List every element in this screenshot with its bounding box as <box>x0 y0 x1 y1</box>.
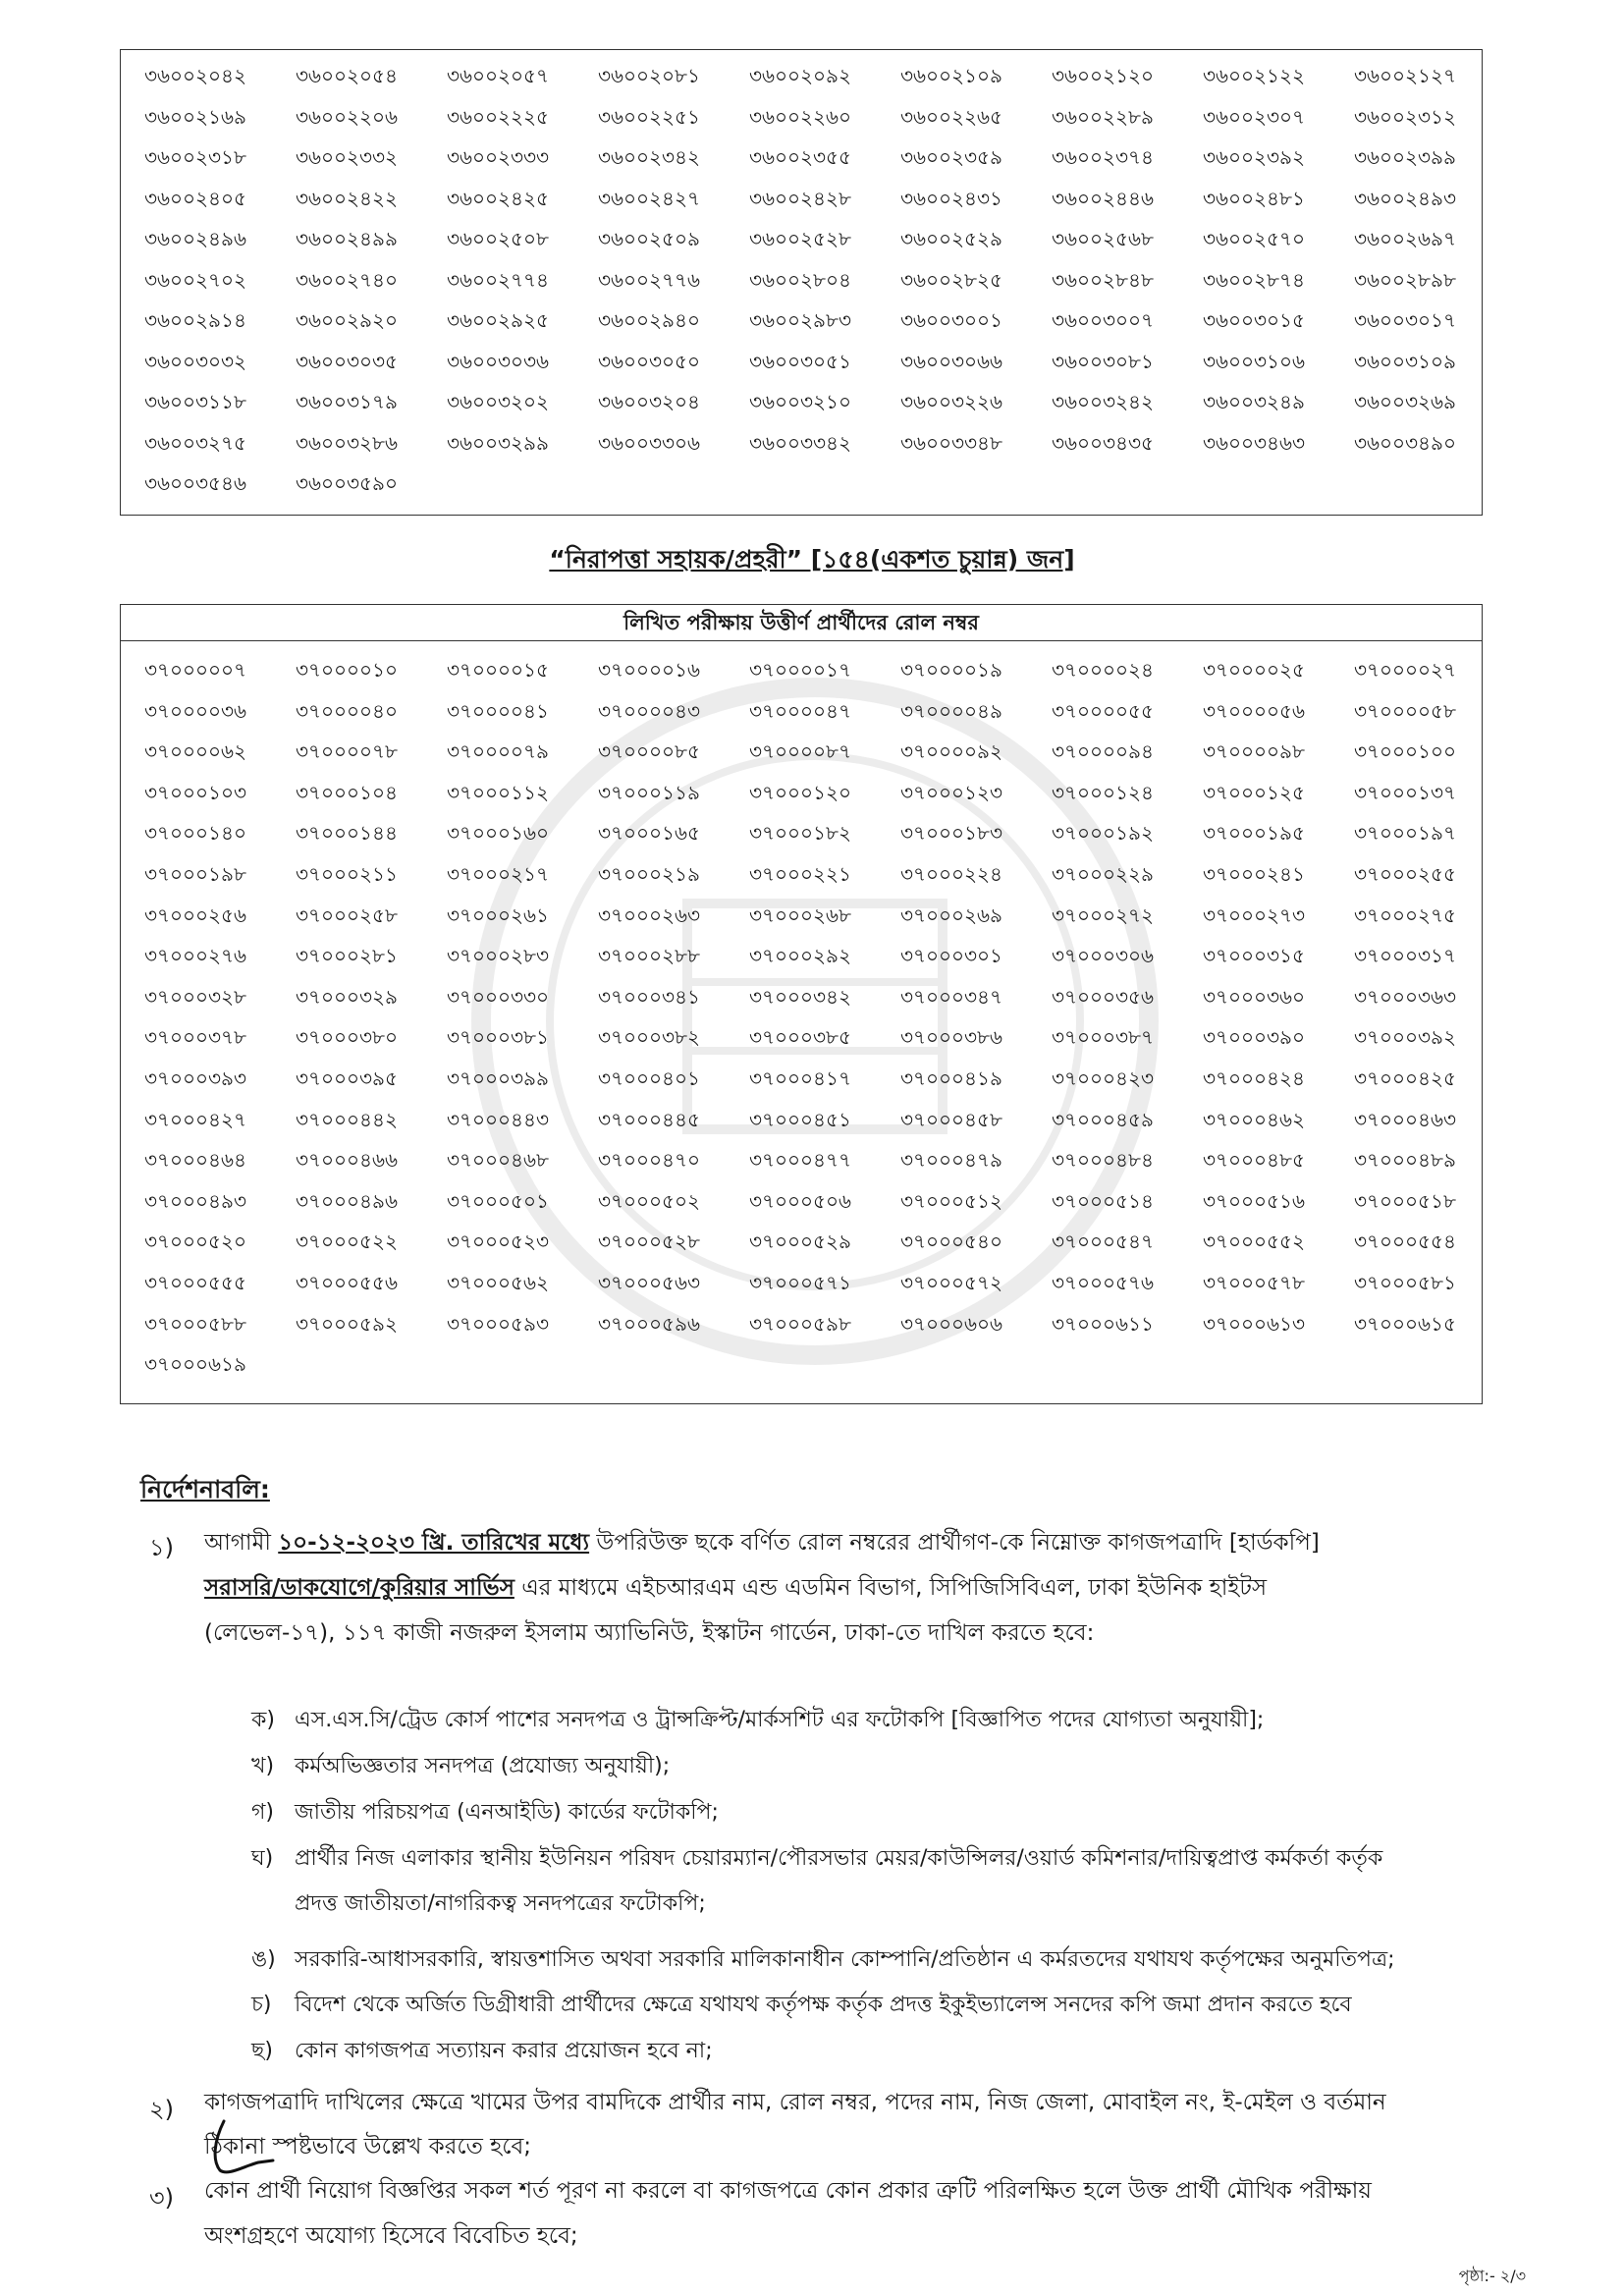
roll-number: ৩৬০০৩২৮৬ <box>296 430 399 455</box>
roll-number: ৩৭০০০৫৮৮ <box>144 1311 246 1336</box>
roll-number: ৩৬০০২৪৪৬ <box>1052 186 1154 210</box>
roll-number: ৩৬০০২৪২৮ <box>749 186 851 210</box>
roll-number: ৩৭০০০১১৯ <box>598 780 700 804</box>
roll-number: ৩৭০০০২৬১ <box>447 902 550 927</box>
roll-number: ৩৭০০০০৫৬ <box>1203 698 1306 723</box>
roll-number: ৩৭০০০৪৪৫ <box>598 1107 700 1131</box>
roll-number: ৩৬০০২২৮৯ <box>1052 104 1154 129</box>
sub-item-ga: জাতীয় পরিচয়পত্র (এনআইডি) কার্ডের ফটোকপি; <box>295 1800 719 1825</box>
roll-number: ৩৬০০৩০০১ <box>900 308 1003 332</box>
roll-number: ৩৭০০০০১৭ <box>749 658 852 682</box>
roll-number: ৩৭০০০১০৪ <box>296 780 398 804</box>
roll-number: ৩৭০০০৩৮৭ <box>1052 1025 1155 1050</box>
roll-number: ৩৭০০০১৬০ <box>447 821 550 846</box>
roll-number: ৩৭০০০২২১ <box>749 861 852 886</box>
roll-number: ৩৭০০০৩১৭ <box>1354 944 1457 968</box>
roll-number: ৩৬০০২৪২২ <box>296 186 399 210</box>
sub-item-gha-line-1: প্রার্থীর নিজ এলাকার স্থানীয় ইউনিয়ন পরিষদ চেয়ারম্যান/পৌরসভার মেয়র/কাউন্সিলর/ওয়ার্ড কমিশনার/দায়িত্বপ্রাপ্ত কর্মকর্তা কর্তৃক <box>295 1846 1383 1871</box>
roll-number: ৩৬০০২৮০৪ <box>749 267 851 292</box>
sub-item-ka: এস.এস.সি/ট্রেড কোর্স পাশের সনদপত্র ও ট্রান্সক্রিপ্ট/মার্কসশিট এর ফটোকপি [বিজ্ঞাপিত পদের যোগ্যতা অনুযায়ী]; <box>295 1708 1265 1732</box>
roll-number: ৩৬০০২২০৬ <box>296 104 399 129</box>
roll-number: ৩৭০০০৩৮০ <box>296 1025 399 1050</box>
roll-number: ৩৭০০০১২৪ <box>1052 780 1154 804</box>
roll-number: ৩৭০০০১৮৩ <box>900 821 1002 846</box>
roll-number: ৩৬০০২৪৩১ <box>900 186 1002 210</box>
roll-number: ৩৭০০০৬১১ <box>1052 1311 1154 1336</box>
roll-number: ৩৬০০২৩৭৪ <box>1052 145 1155 169</box>
roll-number: ৩৬০০৩০৮১ <box>1052 349 1154 373</box>
roll-number: ৩৭০০০৫১৮ <box>1354 1188 1456 1213</box>
roll-number: ৩৭০০০৬১৯ <box>144 1352 246 1377</box>
roll-number: ৩৭০০০৪১৯ <box>900 1066 1002 1090</box>
roll-number: ৩৭০০০৫৭২ <box>900 1270 1003 1294</box>
roll-number: ৩৬০০২০৮১ <box>598 64 700 87</box>
sub-label-ka: ক) <box>251 1708 275 1732</box>
roll-number: ৩৬০০২৪৮১ <box>1203 186 1305 210</box>
roll-number: ৩৬০০২৫০৮ <box>447 227 549 250</box>
roll-number: ৩৭০০০৪৬৩ <box>1354 1107 1457 1131</box>
roll-number: ৩৭০০০০৭৮ <box>296 739 399 764</box>
roll-number: ৩৭০০০৩০৬ <box>1052 944 1155 968</box>
roll-number: ৩৭০০০১২৫ <box>1203 780 1305 804</box>
roll-number: ৩৭০০০০৪১ <box>447 698 549 723</box>
sub-item-chha: কোন কাগজপত্র সত্যায়ন করার প্রয়োজন হবে না; <box>295 2039 713 2063</box>
roll-number: ৩৭০০০১৯২ <box>1052 821 1154 846</box>
roll-number: ৩৬০০২১২৭ <box>1354 64 1457 87</box>
roll-number: ৩৭০০০৫৪০ <box>900 1230 1002 1254</box>
roll-number: ৩৭০০০০০৭ <box>144 658 247 682</box>
roll-grid-2 <box>144 650 1482 1386</box>
roll-number: ৩৬০০২৩৩৩ <box>447 145 550 169</box>
roll-number: ৩৭০০০৫১৪ <box>1052 1188 1154 1213</box>
roll-number: ৩৭০০০২৮৩ <box>447 944 550 968</box>
roll-number: ৩৬০০৩০৩৫ <box>296 349 399 373</box>
roll-number: ৩৭০০০০৪৩ <box>598 698 701 723</box>
instruction-2-line-2: ঠিকানা স্পষ্টভাবে উল্লেখ করতে হবে; <box>204 2134 532 2159</box>
roll-number: ৩৬০০২৫০৯ <box>598 227 700 250</box>
roll-number: ৩৭০০০৩৬০ <box>1203 984 1306 1009</box>
roll-number: ৩৭০০০০২৭ <box>1354 658 1457 682</box>
roll-number: ৩৬০০২৯৮৩ <box>749 308 851 332</box>
roll-number: ৩৭০০০৪৬২ <box>1203 1107 1306 1131</box>
roll-number: ৩৭০০০৩২৯ <box>296 984 399 1009</box>
roll-number: ৩৭০০০৩৮৬ <box>900 1025 1003 1050</box>
roll-number: ৩৬০০৩০১৫ <box>1203 308 1305 332</box>
roll-number: ৩৭০০০৫২৯ <box>749 1230 851 1254</box>
roll-number: ৩৭০০০০১৯ <box>900 658 1002 682</box>
roll-number: ৩৭০০০৫০২ <box>598 1188 701 1213</box>
instruction-2-number: ২) <box>149 2096 174 2123</box>
signature-initial <box>204 2111 283 2180</box>
roll-number: ৩৭০০০২২৪ <box>900 861 1003 886</box>
roll-number: ৩৬০০৩৩০৬ <box>598 430 701 455</box>
roll-number: ৩৭০০০৩৪১ <box>598 984 700 1009</box>
roll-number: ৩৭০০০২১৭ <box>447 861 550 886</box>
roll-number: ৩৭০০০২৫৮ <box>296 902 398 927</box>
section-title-security-assistant: “নিরাপত্তা সহায়ক/প্রহরী” [১৫৪(একশত চুয়ান্ন) জন] <box>549 545 1075 574</box>
roll-number: ৩৬০০৩২১০ <box>749 390 852 413</box>
roll-number: ৩৬০০৩১৭৯ <box>296 390 398 413</box>
roll-number: ৩৭০০০৪৮৫ <box>1203 1148 1305 1173</box>
roll-number: ৩৭০০০৫৭৮ <box>1203 1270 1305 1294</box>
roll-number: ৩৭০০০৫৯৩ <box>447 1311 549 1336</box>
roll-number: ৩৭০০০৩০১ <box>900 944 1003 968</box>
roll-number: ৩৬০০২৯১৪ <box>144 308 246 332</box>
roll-number: ৩৬০০৩২৬৯ <box>1354 390 1457 413</box>
roll-number: ৩৬০০২৭৭৬ <box>598 267 701 292</box>
roll-number: ৩৬০০২০৫৪ <box>296 64 398 87</box>
roll-number: ৩৬০০২৫২৯ <box>900 227 1002 250</box>
roll-table-previous-post <box>120 49 1483 516</box>
roll-number: ৩৬০০২৩১৮ <box>144 145 246 169</box>
roll-number: ৩৬০০২৫৬৮ <box>1052 227 1154 250</box>
roll-number: ৩৭০০০৫২৩ <box>447 1230 550 1254</box>
instruction-3-number: ৩) <box>149 2184 174 2212</box>
roll-number: ৩৬০০২১২০ <box>1052 64 1155 87</box>
roll-number: ৩৭০০০০১৬ <box>598 658 701 682</box>
roll-number: ৩৬০০২০৯২ <box>749 64 852 87</box>
roll-number: ৩৭০০০৪৬৮ <box>447 1148 549 1173</box>
roll-number: ৩৬০০৩২৪২ <box>1052 390 1155 413</box>
roll-number: ৩৬০০২৪০৫ <box>144 186 246 210</box>
roll-number: ৩৭০০০০৫৮ <box>1354 698 1456 723</box>
roll-number: ৩৭০০০২৭৫ <box>1354 902 1457 927</box>
roll-number: ৩৬০০২৩৪২ <box>598 145 701 169</box>
roll-number: ৩৭০০০৪২৫ <box>1354 1066 1456 1090</box>
roll-number: ৩৬০০২৫৭০ <box>1203 227 1306 250</box>
roll-number: ৩৬০০৩২৯৯ <box>447 430 549 455</box>
roll-number: ৩৬০০২২৬০ <box>749 104 852 129</box>
roll-number: ৩৬০০২৪২৫ <box>447 186 549 210</box>
roll-number: ৩৭০০০৩৯৯ <box>447 1066 549 1090</box>
instruction-3-line-1: কোন প্রার্থী নিয়োগ বিজ্ঞপ্তির সকল শর্ত পূরণ না করলে বা কাগজপত্রে কোন প্রকার ত্রুটি পরিলক্ষিত হলে উক্ত প্রার্থী মৌখিক পরীক্ষায় <box>204 2178 1372 2204</box>
roll-number: ৩৬০০২৩৯৯ <box>1354 145 1456 169</box>
roll-number: ৩৭০০০৪৭০ <box>598 1148 701 1173</box>
roll-number: ৩৭০০০০৮৭ <box>749 739 852 764</box>
sub-item-gha-line-2: প্রদত্ত জাতীয়তা/নাগরিকত্ব সনদপত্রের ফটোকপি; <box>295 1891 706 1916</box>
roll-number: ৩৭০০০১২০ <box>749 780 852 804</box>
roll-number: ৩৬০০২২৫১ <box>598 104 700 129</box>
roll-number: ৩৭০০০৫৫৫ <box>144 1270 246 1294</box>
roll-grid-1 <box>144 56 1482 505</box>
roll-number: ৩৭০০০৫৫৬ <box>296 1270 398 1294</box>
roll-number: ৩৭০০০৫৯৬ <box>598 1311 700 1336</box>
page-number: পৃষ্ঠা:- ২/৩ <box>1458 2267 1526 2285</box>
roll-number: ৩৭০০০৬১৫ <box>1354 1311 1456 1336</box>
roll-number: ৩৭০০০৫৭৬ <box>1052 1270 1155 1294</box>
roll-number: ৩৬০০২৮৭৪ <box>1203 267 1305 292</box>
instructions-title: নির্দেশনাবলি: <box>140 1475 270 1503</box>
roll-number: ৩৬০০৩০৩২ <box>144 349 247 373</box>
roll-number: ৩৭০০০৩৬৩ <box>1354 984 1457 1009</box>
roll-number: ৩৬০০২৯৪০ <box>598 308 700 332</box>
roll-number: ৩৭০০০৫২০ <box>144 1230 247 1254</box>
sub-label-ga: গ) <box>251 1800 275 1825</box>
roll-number: ৩৭০০০০৮৫ <box>598 739 700 764</box>
roll-number: ৩৬০০২১৬৯ <box>144 104 246 129</box>
roll-number: ৩৭০০০৫০১ <box>447 1188 549 1213</box>
roll-number: ৩৬০০২৪৯৯ <box>296 227 398 250</box>
sub-label-kha: খ) <box>251 1754 275 1778</box>
roll-number: ৩৭০০০৪৭৯ <box>900 1148 1002 1173</box>
roll-number: ৩৭০০০৫০৬ <box>749 1188 852 1213</box>
roll-number: ৩৬০০২৪৯৩ <box>1354 186 1456 210</box>
instruction-3-line-2: অংশগ্রহণে অযোগ্য হিসেবে বিবেচিত হবে; <box>204 2223 578 2249</box>
roll-number: ৩৭০০০৩৩০ <box>447 984 550 1009</box>
roll-number: ৩৬০০২৮২৫ <box>900 267 1002 292</box>
roll-number: ৩৭০০০৫৮১ <box>1354 1270 1456 1294</box>
roll-number: ৩৭০০০৩৫৬ <box>1052 984 1155 1009</box>
roll-number: ৩৭০০০১৯৮ <box>144 861 246 886</box>
roll-number: ৩৬০০২৩৯২ <box>1203 145 1306 169</box>
roll-number: ৩৭০০০১১২ <box>447 780 549 804</box>
roll-number: ৩৭০০০৪৮৪ <box>1052 1148 1154 1173</box>
roll-number: ৩৬০০২৩০৭ <box>1203 104 1306 129</box>
roll-number: ৩৭০০০১৩৭ <box>1354 780 1457 804</box>
roll-number: ৩৬০০২২৬৫ <box>900 104 1003 129</box>
roll-number: ৩৭০০০৩৮২ <box>598 1025 701 1050</box>
roll-number: ৩৭০০০৩৯০ <box>1203 1025 1306 1050</box>
roll-number: ৩৭০০০৫৫২ <box>1203 1230 1305 1254</box>
roll-number: ৩৬০০২৫২৮ <box>749 227 851 250</box>
roll-number: ৩৭০০০৩১৫ <box>1203 944 1305 968</box>
roll-number: ৩৬০০২৯২০ <box>296 308 399 332</box>
roll-number: ৩৭০০০৫২৮ <box>598 1230 700 1254</box>
roll-number: ৩৭০০০০৬২ <box>144 739 247 764</box>
roll-number: ৩৭০০০৩৮৫ <box>749 1025 851 1050</box>
roll-number: ৩৬০০২৩৩২ <box>296 145 399 169</box>
roll-number: ৩৭০০০০৫৫ <box>1052 698 1154 723</box>
sub-label-gha: ঘ) <box>251 1846 274 1871</box>
roll-number: ৩৭০০০৪২৪ <box>1203 1066 1305 1090</box>
roll-number: ৩৭০০০২৯২ <box>749 944 852 968</box>
roll-number: ৩৭০০০৩৪৭ <box>900 984 1003 1009</box>
roll-number: ৩৭০০০২৭২ <box>1052 902 1155 927</box>
roll-number: ৩৬০০২৩৫৯ <box>900 145 1002 169</box>
roll-number: ৩৬০০৩০০৭ <box>1052 308 1155 332</box>
roll-number: ৩৭০০০২৬৯ <box>900 902 1003 927</box>
roll-number: ৩৬০০২৪২৭ <box>598 186 701 210</box>
roll-number: ৩৬০০৩২৭৫ <box>144 430 247 455</box>
roll-number: ৩৭০০০৪০১ <box>598 1066 700 1090</box>
roll-number: ৩৭০০০২৬৩ <box>598 902 701 927</box>
roll-number: ৩৬০০২৯২৫ <box>447 308 549 332</box>
roll-number: ৩৭০০০২১৯ <box>598 861 700 886</box>
roll-number: ৩৭০০০৫৫৪ <box>1354 1230 1456 1254</box>
instruction-2-line-1: কাগজপত্রাদি দাখিলের ক্ষেত্রে খামের উপর বামদিকে প্রার্থীর নাম, রোল নম্বর, পদের নাম, নিজ জেলা, মোবাইল নং, ই-মেইল ও বর্তমান <box>204 2090 1386 2115</box>
roll-number: ৩৭০০০০১৫ <box>447 658 549 682</box>
roll-number: ৩৭০০০৪৬৬ <box>296 1148 399 1173</box>
roll-number: ৩৭০০০২৬৮ <box>749 902 852 927</box>
roll-number: ৩৬০০৩১১৮ <box>144 390 246 413</box>
roll-number: ৩৭০০০৪৮৯ <box>1354 1148 1456 1173</box>
roll-number: ৩৭০০০৫৭১ <box>749 1270 851 1294</box>
roll-number: ৩৭০০০০৯৪ <box>1052 739 1154 764</box>
roll-number: ৩৭০০০০১০ <box>296 658 399 682</box>
roll-number: ৩৬০০২৬৯৭ <box>1354 227 1457 250</box>
roll-number: ৩৭০০০০২৪ <box>1052 658 1155 682</box>
roll-number: ৩৭০০০২২৯ <box>1052 861 1155 886</box>
roll-number: ৩৬০০২০৪২ <box>144 64 247 87</box>
roll-number: ৩৭০০০২৭৬ <box>144 944 247 968</box>
roll-number: ৩৭০০০৬০৬ <box>900 1311 1003 1336</box>
roll-number: ৩৭০০০০৪০ <box>296 698 399 723</box>
roll-number: ৩৬০০৩০৫০ <box>598 349 701 373</box>
roll-number: ৩৭০০০৩৮১ <box>447 1025 549 1050</box>
roll-number: ৩৬০০৩৩৪৮ <box>900 430 1002 455</box>
roll-number: ৩৬০০২১২২ <box>1203 64 1306 87</box>
sub-item-kha: কর্মঅভিজ্ঞতার সনদপত্র (প্রযোজ্য অনুযায়ী); <box>295 1754 671 1778</box>
roll-number: ৩৬০০২৮৪৮ <box>1052 267 1154 292</box>
roll-number: ৩৭০০০৩৯৩ <box>144 1066 247 1090</box>
roll-number: ৩৭০০০১২৩ <box>900 780 1003 804</box>
roll-number: ৩৭০০০৫১৬ <box>1203 1188 1305 1213</box>
roll-number: ৩৭০০০৪৫১ <box>749 1107 851 1131</box>
roll-number: ৩৬০০৩০৫১ <box>749 349 851 373</box>
roll-number: ৩৬০০২২২৫ <box>447 104 550 129</box>
roll-number: ৩৭০০০৪৭৭ <box>749 1148 852 1173</box>
roll-number: ৩৭০০০৫৬৩ <box>598 1270 701 1294</box>
roll-number: ৩৭০০০০৭৯ <box>447 739 550 764</box>
roll-number: ৩৬০০২৩৫৫ <box>749 145 851 169</box>
roll-number: ৩৭০০০৩৯৫ <box>296 1066 398 1090</box>
roll-number: ৩৭০০০১৮২ <box>749 821 851 846</box>
roll-number: ৩৬০০৩০৩৬ <box>447 349 550 373</box>
roll-number: ৩৭০০০৫৯২ <box>296 1311 398 1336</box>
instruction-1-line-2: সরাসরি/ডাকযোগে/কুরিয়ার সার্ভিস এর মাধ্যমে এইচআরএম এন্ড এডমিন বিভাগ, সিপিজিসিবিএল, ঢাকা ইউনিক হাইটস <box>204 1575 1268 1601</box>
roll-number: ৩৬০০২০৫৭ <box>447 64 550 87</box>
roll-number: ৩৬০০৩৫৪৬ <box>144 471 246 495</box>
roll-number: ৩৭০০০৬১৩ <box>1203 1311 1306 1336</box>
roll-number: ৩৭০০০২৫৫ <box>1354 861 1456 886</box>
roll-number: ৩৭০০০১৪০ <box>144 821 246 846</box>
roll-number: ৩৭০০০০৯৮ <box>1203 739 1305 764</box>
roll-number: ৩৬০০২৭০২ <box>144 267 247 292</box>
roll-number: ৩৭০০০১৬৫ <box>598 821 700 846</box>
roll-number: ৩৬০০২১০৯ <box>900 64 1002 87</box>
roll-number: ৩৭০০০৩২৮ <box>144 984 247 1009</box>
roll-number: ৩৬০০২৪৯৬ <box>144 227 246 250</box>
roll-number: ৩৬০০৩৩৪২ <box>749 430 852 455</box>
roll-number: ৩৭০০০০৪৯ <box>900 698 1002 723</box>
roll-number: ৩৭০০০২৮১ <box>296 944 398 968</box>
instruction-1-number: ১) <box>149 1534 174 1561</box>
roll-number: ৩৭০০০১০৩ <box>144 780 247 804</box>
roll-number: ৩৭০০০০৪৭ <box>749 698 852 723</box>
roll-number: ৩৭০০০০৯২ <box>900 739 1003 764</box>
roll-number: ৩৬০০৩১০৬ <box>1203 349 1306 373</box>
sub-label-chha: ছ) <box>251 2039 273 2063</box>
roll-number: ৩৭০০০২১১ <box>296 861 398 886</box>
instruction-1-line-3: (লেভেল-১৭), ১১৭ কাজী নজরুল ইসলাম অ্যাভিনিউ, ইস্কাটন গার্ডেন, ঢাকা-তে দাখিল করতে হবে: <box>204 1620 1095 1646</box>
roll-number: ৩৭০০০২৫৬ <box>144 902 247 927</box>
roll-number: ৩৭০০০৫২২ <box>296 1230 399 1254</box>
roll-number: ৩৭০০০৫১২ <box>900 1188 1002 1213</box>
roll-number: ৩৭০০০৪৫৮ <box>900 1107 1002 1131</box>
roll-number: ৩৭০০০৪২৭ <box>144 1107 247 1131</box>
roll-number: ৩৬০০৩০৬৬ <box>900 349 1003 373</box>
roll-number: ৩৭০০০৪৯৬ <box>296 1188 398 1213</box>
roll-number: ৩৭০০০২৭৩ <box>1203 902 1306 927</box>
roll-number: ৩৭০০০৫৬২ <box>447 1270 550 1294</box>
roll-number: ৩৭০০০৪৪৩ <box>447 1107 549 1131</box>
roll-number: ৩৬০০২৩১২ <box>1354 104 1457 129</box>
roll-number: ৩৬০০২৭৭৪ <box>447 267 550 292</box>
roll-number: ৩৭০০০১৯৭ <box>1354 821 1456 846</box>
roll-number: ৩৭০০০৫৯৮ <box>749 1311 851 1336</box>
roll-number: ৩৭০০০০২৫ <box>1203 658 1306 682</box>
roll-number: ৩৭০০০১৯৫ <box>1203 821 1305 846</box>
roll-number: ৩৬০০৩৫৯০ <box>296 471 398 495</box>
roll-number: ৩৬০০৩৪৩৫ <box>1052 430 1154 455</box>
roll-number: ৩৭০০০১০০ <box>1354 739 1457 764</box>
roll-number: ৩৭০০০৪৪২ <box>296 1107 398 1131</box>
roll-number: ৩৬০০৩৪৬৩ <box>1203 430 1306 455</box>
roll-number: ৩৬০০৩২৪৯ <box>1203 390 1305 413</box>
roll-number: ৩৭০০০৪৯৩ <box>144 1188 246 1213</box>
roll-number: ৩৬০০২৮৯৮ <box>1354 267 1456 292</box>
roll-number: ৩৭০০০৩৪২ <box>749 984 852 1009</box>
roll-number: ৩৬০০৩৪৯০ <box>1354 430 1456 455</box>
roll-number: ৩৭০০০৪১৭ <box>749 1066 851 1090</box>
roll-table-header: লিখিত পরীক্ষায় উত্তীর্ণ প্রার্থীদের রোল নম্বর <box>121 605 1482 641</box>
roll-number: ৩৭০০০৩৯২ <box>1354 1025 1457 1050</box>
sub-item-uma: সরকারি-আধাসরকারি, স্বায়ত্তশাসিত অথবা সরকারি মালিকানাধীন কোম্পানি/প্রতিষ্ঠান এ কর্মরতদের যথাযথ কর্তৃপক্ষের অনুমতিপত্র; <box>295 1947 1395 1972</box>
sub-item-cha: বিদেশ থেকে অর্জিত ডিগ্রীধারী প্রার্থীদের ক্ষেত্রে যথাযথ কর্তৃপক্ষ কর্তৃক প্রদত্ত ইকুইভ্যালেন্স সনদের কপি জমা প্রদান করতে হবে <box>295 1993 1352 2017</box>
roll-number: ৩৭০০০৩৭৮ <box>144 1025 247 1050</box>
roll-number: ৩৭০০০০৩৬ <box>144 698 247 723</box>
roll-number: ৩৬০০৩২০২ <box>447 390 550 413</box>
roll-number: ৩৬০০৩২০৪ <box>598 390 701 413</box>
roll-number: ৩৭০০০৪৫৯ <box>1052 1107 1154 1131</box>
sub-label-cha: চ) <box>251 1993 272 2017</box>
roll-number: ৩৬০০৩১০৯ <box>1354 349 1456 373</box>
roll-number: ৩৭০০০২৮৮ <box>598 944 700 968</box>
roll-number: ৩৬০০২৭৪০ <box>296 267 399 292</box>
sub-label-uma: ঙ) <box>251 1947 276 1972</box>
instruction-1-line-1: আগামী ১০-১২-২০২৩ খ্রি. তারিখের মধ্যে উপরিউক্ত ছকে বর্ণিত রোল নম্বরের প্রার্থীগণ-কে নিম্নোক্ত কাগজপত্রাদি [হার্ডকপি] <box>204 1530 1320 1556</box>
roll-number: ৩৭০০০৫৪৭ <box>1052 1230 1154 1254</box>
roll-number: ৩৬০০৩২২৬ <box>900 390 1003 413</box>
roll-number: ৩৭০০০৪৬৪ <box>144 1148 246 1173</box>
roll-number: ৩৭০০০৪২৩ <box>1052 1066 1155 1090</box>
roll-table-security-assistant <box>120 604 1483 1404</box>
roll-number: ৩৭০০০২৪১ <box>1203 861 1305 886</box>
roll-number: ৩৭০০০১৪৪ <box>296 821 398 846</box>
roll-number: ৩৬০০৩০১৭ <box>1354 308 1457 332</box>
